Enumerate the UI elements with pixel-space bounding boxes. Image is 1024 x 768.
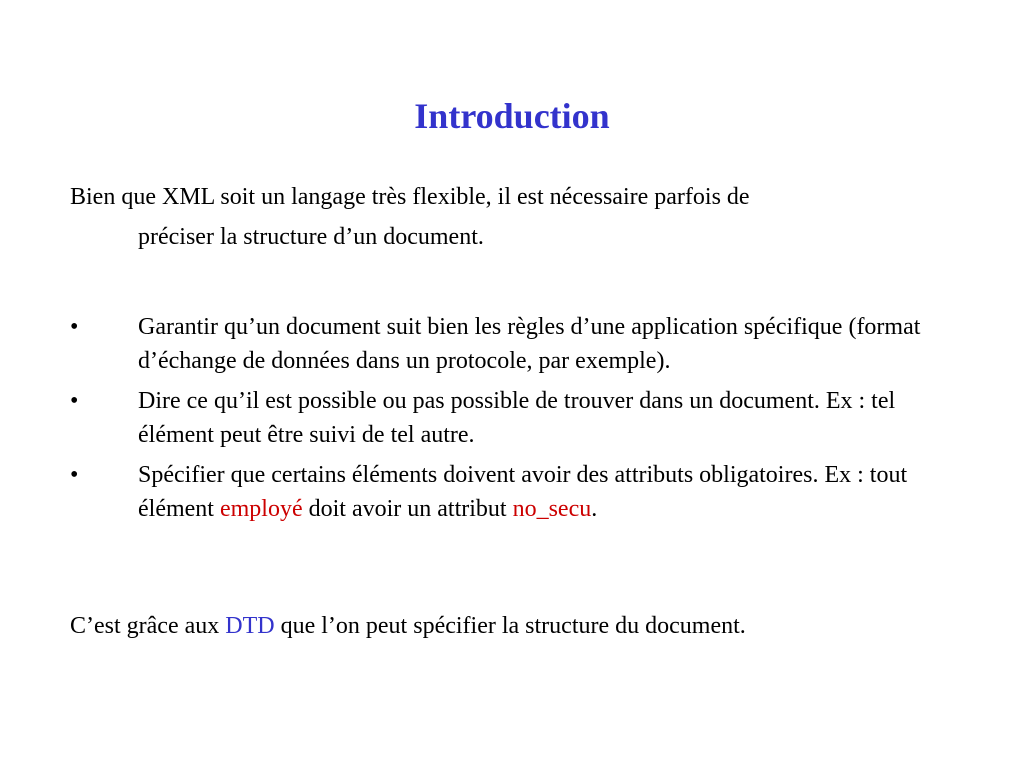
intro-paragraph <box>70 177 950 257</box>
bullet-text: Dire ce qu’il est possible ou pas possible de trouver dans un document. Ex : tel élément peut être suivi de tel autre. <box>138 388 896 448</box>
bullet-text: Garantir qu’un document suit bien les règles d’une application spécifique (format d’échange de données dans un protocole, par exemple). <box>138 314 921 374</box>
bullet-text-middle: doit avoir un attribut <box>302 496 513 522</box>
intro-line-1: Bien que XML soit un langage très flexible, il est nécessaire parfois de <box>70 184 750 210</box>
highlight-dtd: DTD <box>225 613 275 639</box>
bullet-item-guarantee <box>70 310 970 378</box>
bullet-list <box>70 310 970 532</box>
conclusion-after: que l’on peut spécifier la structure du document. <box>274 613 746 639</box>
bullet-icon: • <box>70 388 79 414</box>
bullet-icon: • <box>70 462 79 488</box>
bullet-text <box>138 462 907 522</box>
highlight-no-secu: no_secu <box>512 496 592 522</box>
bullet-item-attributes <box>70 458 970 526</box>
bullet-item-possible <box>70 384 970 452</box>
intro-line-2: préciser la structure d’un document. <box>138 224 484 250</box>
bullet-text-after: . <box>591 496 598 522</box>
conclusion-before: C’est grâce aux <box>70 613 226 639</box>
slide-title: Introduction <box>414 96 610 136</box>
highlight-employe: employé <box>219 496 303 522</box>
bullet-icon: • <box>70 314 79 340</box>
conclusion-paragraph <box>70 608 970 644</box>
bullet-text-before: Spécifier que certains éléments doivent avoir des attributs obligatoires. Ex : tout élément <box>138 462 908 522</box>
